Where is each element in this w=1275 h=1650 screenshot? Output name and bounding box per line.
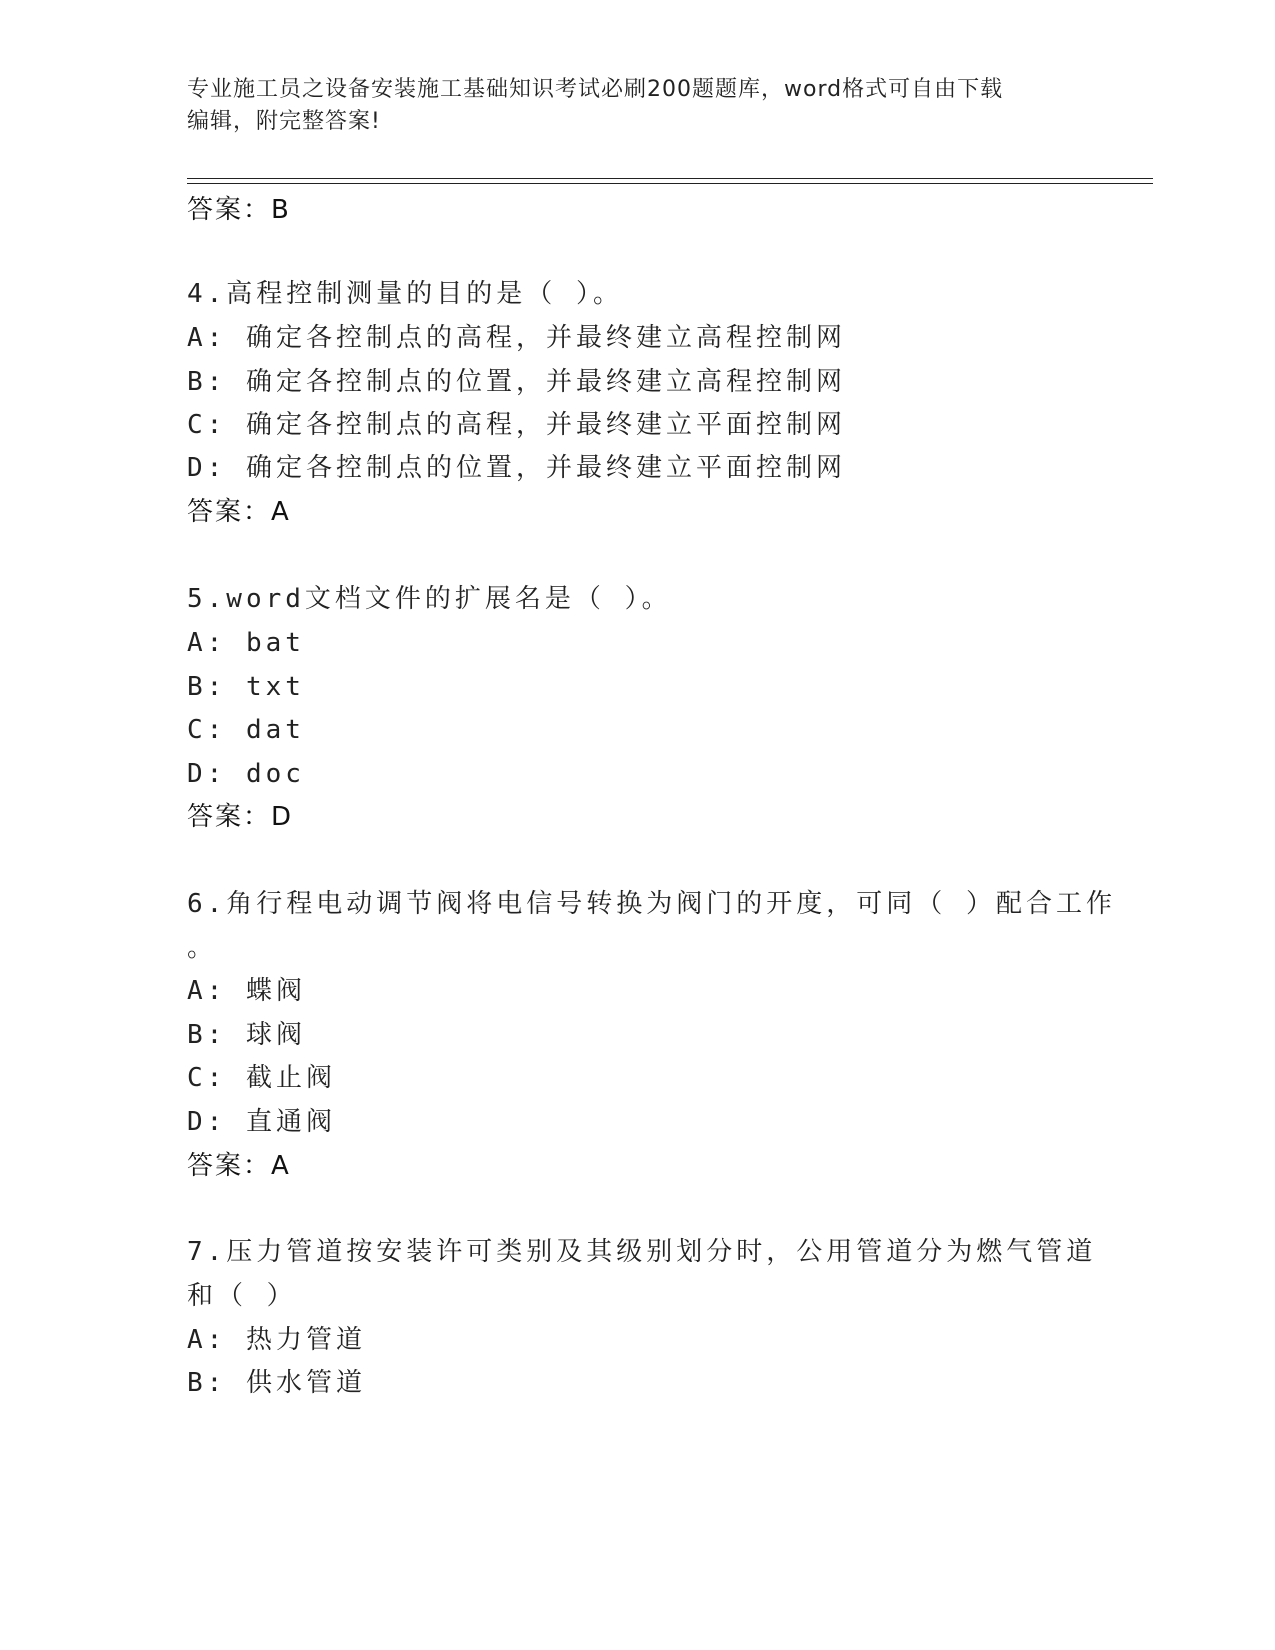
answer-q4: 答案：A bbox=[187, 497, 291, 527]
question-stem-line-1: 7.压力管道按安装许可类别及其级别划分时，公用管道分为燃气管道 bbox=[187, 1237, 1097, 1267]
header-line-1: 专业施工员之设备安装施工基础知识考试必刷200题题库，word格式可自由下载 bbox=[187, 77, 1004, 102]
document-header bbox=[187, 74, 1067, 138]
question-stem-line-2: 。 bbox=[187, 933, 218, 963]
option-d: D: doc bbox=[187, 759, 305, 789]
question-stem: 5.word文档文件的扩展名是（ ）。 bbox=[187, 584, 672, 614]
header-divider-top bbox=[187, 178, 1153, 179]
option-b: B: 球阀 bbox=[187, 1020, 306, 1050]
answer-q5: 答案：D bbox=[187, 802, 294, 832]
option-c: C: 确定各控制点的高程，并最终建立平面控制网 bbox=[187, 410, 846, 440]
option-c: C: dat bbox=[187, 715, 305, 745]
answer-q3: 答案：B bbox=[187, 195, 291, 225]
option-d: D: 直通阀 bbox=[187, 1107, 336, 1137]
question-stem-line-1: 6.角行程电动调节阀将电信号转换为阀门的开度，可同（ ）配合工作 bbox=[187, 889, 1116, 919]
option-a: A: 热力管道 bbox=[187, 1325, 366, 1355]
option-c: C: 截止阀 bbox=[187, 1063, 336, 1093]
option-b: B: 确定各控制点的位置，并最终建立高程控制网 bbox=[187, 367, 846, 397]
option-a: A: 蝶阀 bbox=[187, 976, 306, 1006]
option-b: B: txt bbox=[187, 672, 305, 702]
option-d: D: 确定各控制点的位置，并最终建立平面控制网 bbox=[187, 453, 846, 483]
header-line-2: 编辑，附完整答案! bbox=[187, 109, 381, 134]
answer-q6: 答案：A bbox=[187, 1151, 291, 1181]
option-a: A: bat bbox=[187, 628, 305, 658]
question-stem-line-2: 和（ ） bbox=[187, 1281, 297, 1311]
question-stem: 4.高程控制测量的目的是（ ）。 bbox=[187, 279, 623, 309]
header-divider-bottom bbox=[187, 183, 1153, 184]
option-b: B: 供水管道 bbox=[187, 1368, 366, 1398]
option-a: A: 确定各控制点的高程，并最终建立高程控制网 bbox=[187, 323, 846, 353]
